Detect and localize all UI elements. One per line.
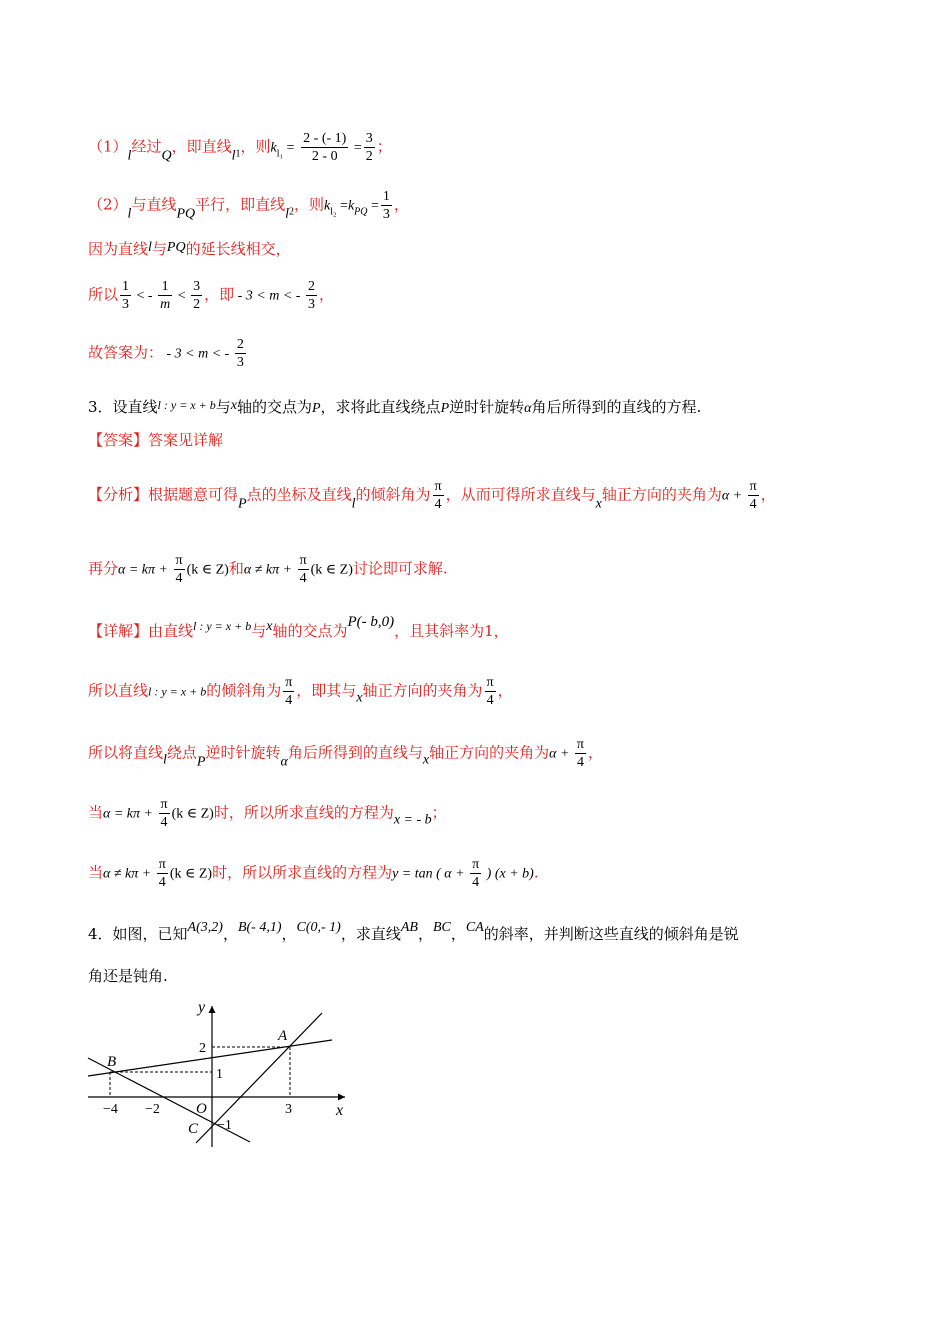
denominator: 4 xyxy=(486,693,494,708)
punct: ， xyxy=(760,485,776,504)
text: 的延长线相交， xyxy=(185,240,291,258)
math-x: x xyxy=(266,619,273,634)
text: 【答案】答案见详解 xyxy=(88,431,224,449)
text: 讨论即可求解. xyxy=(352,559,448,578)
detail-line-2 xyxy=(88,674,513,709)
fraction xyxy=(433,478,444,513)
coordinate-figure xyxy=(80,990,360,1150)
numerator: π xyxy=(472,857,480,872)
text: 4．如图，已知 xyxy=(88,925,188,943)
numerator: π xyxy=(160,797,168,812)
fraction xyxy=(575,736,586,771)
condition: α = kπ + xyxy=(118,562,172,578)
text: 轴正方向的夹角为 xyxy=(429,743,550,762)
punct: . xyxy=(533,863,539,882)
numerator: 1 xyxy=(158,278,172,296)
fraction xyxy=(158,278,172,313)
math-l: l xyxy=(351,496,356,512)
tick-2: 2 xyxy=(199,1041,206,1056)
text: ，即直线 xyxy=(171,137,232,156)
text: ，从而可得所求直线与 xyxy=(445,485,596,504)
text: 与直线 xyxy=(131,195,177,214)
equation: ) (x + b) xyxy=(483,866,534,882)
fraction xyxy=(157,856,168,891)
punct: ， xyxy=(587,743,603,762)
numerator: π xyxy=(158,857,166,872)
denominator: 4 xyxy=(175,571,183,586)
point-c: C(0,- 1) xyxy=(296,920,341,935)
relation: < - xyxy=(133,288,157,304)
equals: = xyxy=(350,140,362,156)
equation: y = tan ( α + xyxy=(392,866,469,882)
equation: l : y = x + b xyxy=(157,398,216,412)
punct: ， xyxy=(318,285,334,304)
denominator: 4 xyxy=(472,875,480,890)
label: （1） xyxy=(88,137,128,156)
point-b-label: B xyxy=(107,1054,117,1070)
punct: ， xyxy=(222,925,238,943)
subscript: l₂ xyxy=(330,206,337,218)
numerator: 3 xyxy=(193,279,201,294)
text: 角后所得到的直线的方程. xyxy=(531,398,702,416)
text: 当 xyxy=(88,863,104,882)
text: 与 xyxy=(251,622,267,640)
text: 的倾斜角为 xyxy=(355,485,431,504)
solution-answer xyxy=(88,336,248,371)
text: 与 xyxy=(215,398,231,416)
point-c-label: C xyxy=(188,1121,199,1137)
equation: x = - b xyxy=(393,812,432,828)
fraction xyxy=(159,796,170,831)
text: 绕点 xyxy=(166,743,197,762)
fraction xyxy=(283,674,294,709)
text: 当 xyxy=(88,803,104,822)
math-l1: l xyxy=(231,148,236,164)
text: 【详解】由直线 xyxy=(88,622,194,640)
text: 时，所以所求直线的方程为 xyxy=(213,803,394,822)
math-l: l xyxy=(127,148,132,164)
numerator: π xyxy=(299,553,307,568)
text: 所以将直线 xyxy=(88,743,164,762)
line-ab: AB xyxy=(400,920,418,935)
punct: ， xyxy=(497,681,513,700)
text: 所以 xyxy=(88,285,119,304)
math-alpha-plus: α + xyxy=(721,488,746,504)
math-p: P xyxy=(440,401,450,416)
numerator: π xyxy=(175,553,183,568)
text: 轴正方向的夹角为 xyxy=(362,681,483,700)
text: 的倾斜角为 xyxy=(206,681,282,700)
fraction xyxy=(301,130,348,165)
text: 逆时针旋转 xyxy=(205,743,281,762)
text: ，则 xyxy=(294,195,325,214)
math-l: l xyxy=(148,240,152,255)
text: 轴的交点为 xyxy=(272,622,348,640)
condition-set: (k ∈ Z) xyxy=(171,806,214,822)
equals: = xyxy=(282,140,295,156)
text: 角后所得到的直线与 xyxy=(287,743,423,762)
math-p: P xyxy=(238,496,247,512)
text: 的斜率，并判断这些直线的倾斜角是锐 xyxy=(483,925,739,943)
fraction xyxy=(381,188,392,223)
fraction xyxy=(120,278,131,313)
denominator: 3 xyxy=(382,207,390,222)
analysis-line-2 xyxy=(88,552,448,587)
origin-label: O xyxy=(196,1101,207,1117)
text: ，且其斜率为1， xyxy=(394,622,509,640)
numerator: 3 xyxy=(365,131,373,146)
math-pq: PQ xyxy=(176,206,196,222)
label: （2） xyxy=(88,195,128,214)
denominator: 4 xyxy=(158,875,166,890)
text: 时，所以所求直线的方程为 xyxy=(212,863,393,882)
subscript: l₁ xyxy=(276,148,283,160)
math-l2: l xyxy=(285,206,290,222)
point-p: P(- b,0) xyxy=(347,614,395,630)
text: 和 xyxy=(228,559,244,578)
text: 因为直线 xyxy=(88,240,149,258)
solution-line-4 xyxy=(88,278,334,313)
math-k: k xyxy=(324,198,331,214)
numerator: π xyxy=(749,479,757,494)
denominator: m xyxy=(160,297,171,312)
question-4 xyxy=(88,918,739,944)
fraction xyxy=(235,336,246,371)
text: 经过 xyxy=(131,137,162,156)
subscript: PQ xyxy=(354,206,368,218)
line-ca xyxy=(196,1013,322,1143)
fraction xyxy=(748,478,759,513)
numerator: 2 xyxy=(236,337,244,352)
text: 再分 xyxy=(88,559,119,578)
text: 3．设直线 xyxy=(88,398,158,416)
condition: α ≠ kπ + xyxy=(103,866,155,882)
solution-line-2 xyxy=(88,188,409,225)
punct: ， xyxy=(281,925,297,943)
denominator: 4 xyxy=(576,755,584,770)
condition-set: (k ∈ Z) xyxy=(186,562,229,578)
punct: ， xyxy=(450,925,466,943)
question-3 xyxy=(88,395,701,419)
numerator: 2 xyxy=(307,279,315,294)
tick-neg1: −1 xyxy=(217,1118,232,1133)
text: 逆时针旋转 xyxy=(449,398,525,416)
line-ab xyxy=(88,1040,332,1076)
denominator: 2 xyxy=(365,149,373,164)
x-label: x xyxy=(336,1102,344,1119)
punct: ； xyxy=(431,803,447,822)
math-pq: PQ xyxy=(166,240,186,255)
question-4-cont xyxy=(88,966,168,986)
fraction xyxy=(364,130,375,165)
fraction xyxy=(298,552,309,587)
denominator: 4 xyxy=(434,497,442,512)
numerator: 1 xyxy=(122,279,130,294)
math-x: x xyxy=(230,398,237,413)
detail-line-1 xyxy=(88,612,509,641)
solution-line-1 xyxy=(88,130,392,167)
text: 平行，即直线 xyxy=(195,195,286,214)
denominator: 4 xyxy=(285,693,293,708)
condition-set: (k ∈ Z) xyxy=(310,562,353,578)
math-k: k xyxy=(270,140,277,156)
analysis-line-1 xyxy=(88,478,776,515)
denominator: 3 xyxy=(122,297,130,312)
equals: = xyxy=(367,198,379,214)
equation: l : y = x + b xyxy=(148,684,207,699)
text: ，求直线 xyxy=(340,925,401,943)
denominator: 3 xyxy=(307,297,315,312)
denominator: 4 xyxy=(299,571,307,586)
denominator: 4 xyxy=(749,497,757,512)
numerator: 1 xyxy=(382,189,390,204)
detail-line-3 xyxy=(88,736,603,773)
point-a: A(3,2) xyxy=(187,920,223,935)
y-label: y xyxy=(198,999,206,1016)
punct: ， xyxy=(393,195,409,214)
text: 轴正方向的夹角为 xyxy=(601,485,722,504)
math-p: P xyxy=(196,754,206,770)
text: ，即 xyxy=(204,285,235,304)
text: 所以直线 xyxy=(88,681,149,700)
fraction xyxy=(470,856,481,891)
text: ，求将此直线绕点 xyxy=(320,398,441,416)
equation: l : y = x + b xyxy=(193,619,252,633)
point-a-label: A xyxy=(278,1028,288,1044)
condition: α = kπ + xyxy=(103,806,157,822)
relation: < xyxy=(174,288,190,304)
math-l: l xyxy=(163,752,167,768)
math-alpha: α xyxy=(524,401,532,416)
numerator: π xyxy=(434,479,442,494)
tick-neg4: −4 xyxy=(103,1102,118,1117)
math-k: k xyxy=(347,198,355,214)
inequality: - 3 < m < - xyxy=(163,346,233,362)
numerator: π xyxy=(576,737,584,752)
point-b: B(- 4,1) xyxy=(237,920,282,935)
denominator: 3 xyxy=(236,355,244,370)
text: 角还是钝角. xyxy=(88,967,168,985)
text: 故答案为： xyxy=(88,343,164,362)
inequality: - 3 < m < - xyxy=(234,288,304,304)
answer-3 xyxy=(88,430,223,450)
condition-set: (k ∈ Z) xyxy=(169,866,213,882)
text: 与 xyxy=(151,240,167,258)
numerator: π xyxy=(486,675,494,690)
math-alpha-plus: α + xyxy=(549,746,573,762)
tick-1: 1 xyxy=(216,1067,223,1082)
math-alpha: α xyxy=(280,754,288,770)
text: 轴的交点为 xyxy=(236,398,312,416)
numerator: 2 - (- 1) xyxy=(303,131,347,146)
equals: = xyxy=(336,198,348,214)
math-q: Q xyxy=(161,148,172,164)
denominator: 2 xyxy=(193,297,201,312)
punct: ， xyxy=(417,925,433,943)
math-x: x xyxy=(595,496,602,512)
tick-3: 3 xyxy=(285,1102,292,1117)
punct: ； xyxy=(376,137,392,156)
fraction xyxy=(306,278,317,313)
tick-neg2: −2 xyxy=(145,1102,160,1117)
condition: α ≠ kπ + xyxy=(243,562,296,578)
text: 点的坐标及直线 xyxy=(246,485,352,504)
math-x: x xyxy=(356,690,363,706)
fraction xyxy=(485,674,496,709)
subscript: 1 xyxy=(235,148,241,160)
detail-line-5 xyxy=(88,856,539,891)
denominator: 2 - 0 xyxy=(311,149,338,164)
denominator: 4 xyxy=(160,815,168,830)
math-p: P xyxy=(311,401,321,416)
subscript: 2 xyxy=(289,206,295,218)
text: 【分析】根据题意可得 xyxy=(88,485,239,504)
detail-line-4 xyxy=(88,796,447,831)
line-ca: CA xyxy=(465,920,484,935)
fraction xyxy=(191,278,202,313)
text: ，即其与 xyxy=(296,681,357,700)
solution-line-3 xyxy=(88,238,291,259)
fraction xyxy=(174,552,185,587)
numerator: π xyxy=(285,675,293,690)
math-x: x xyxy=(422,752,430,768)
text: ，则 xyxy=(240,137,271,156)
line-bc: BC xyxy=(432,920,451,935)
math-l: l xyxy=(127,206,132,222)
